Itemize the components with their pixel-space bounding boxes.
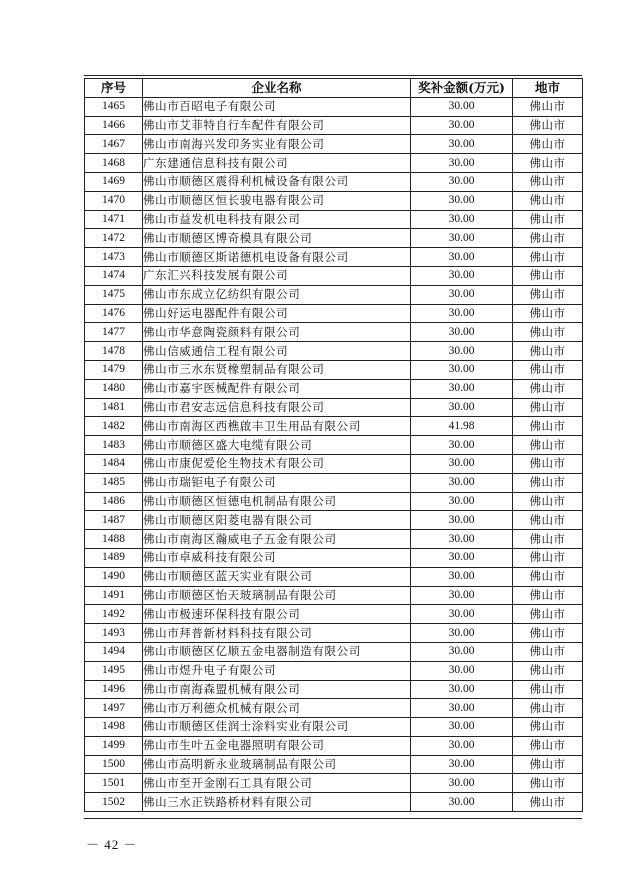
header-company-name: 企业名称	[143, 79, 411, 98]
row-seq: 1467	[85, 135, 143, 154]
row-seq: 1465	[85, 97, 143, 116]
table-row	[85, 210, 583, 229]
subsidy-amount: 30.00	[411, 436, 513, 455]
subsidy-amount: 30.00	[411, 266, 513, 285]
subsidy-amount: 30.00	[411, 718, 513, 737]
city: 佛山市	[513, 793, 583, 812]
table-row	[85, 774, 583, 793]
page-number: － 42 －	[86, 837, 138, 852]
row-seq: 1483	[85, 436, 143, 455]
row-seq: 1481	[85, 398, 143, 417]
table-row	[85, 436, 583, 455]
company-name: 佛山市瑞钜电子有限公司	[143, 473, 411, 492]
subsidy-amount: 30.00	[411, 379, 513, 398]
company-name: 佛山市至开金刚石工具有限公司	[143, 774, 411, 793]
table-row	[85, 342, 583, 361]
row-seq: 1491	[85, 586, 143, 605]
city: 佛山市	[513, 530, 583, 549]
top-rule	[84, 75, 582, 76]
city: 佛山市	[513, 605, 583, 624]
company-name: 佛山市东成立亿纺织有限公司	[143, 285, 411, 304]
row-seq: 1490	[85, 567, 143, 586]
company-name: 佛山市嘉宇医械配件有限公司	[143, 379, 411, 398]
table-row	[85, 172, 583, 191]
table-row	[85, 624, 583, 643]
row-seq: 1499	[85, 736, 143, 755]
row-seq: 1473	[85, 248, 143, 267]
subsidy-amount: 30.00	[411, 567, 513, 586]
city: 佛山市	[513, 436, 583, 455]
company-name: 广东汇兴科技发展有限公司	[143, 266, 411, 285]
company-name: 佛山市煜升电子有限公司	[143, 661, 411, 680]
subsidy-amount: 30.00	[411, 624, 513, 643]
subsidy-amount: 30.00	[411, 699, 513, 718]
table-row	[85, 473, 583, 492]
company-name: 佛山市生叶五金电器照明有限公司	[143, 736, 411, 755]
city: 佛山市	[513, 718, 583, 737]
city: 佛山市	[513, 323, 583, 342]
table-row	[85, 793, 583, 812]
row-seq: 1488	[85, 530, 143, 549]
row-seq: 1468	[85, 154, 143, 173]
company-name: 佛山市南海区西樵啟丰卫生用品有限公司	[143, 417, 411, 436]
row-seq: 1482	[85, 417, 143, 436]
city: 佛山市	[513, 210, 583, 229]
company-name: 佛山市顺德区怡天玻璃制品有限公司	[143, 586, 411, 605]
city: 佛山市	[513, 454, 583, 473]
subsidy-amount: 30.00	[411, 511, 513, 530]
subsidy-amount: 30.00	[411, 586, 513, 605]
company-name: 广东建通信息科技有限公司	[143, 154, 411, 173]
table-body	[85, 97, 583, 811]
subsidy-amount: 30.00	[411, 642, 513, 661]
city: 佛山市	[513, 135, 583, 154]
table-row	[85, 718, 583, 737]
table-row	[85, 266, 583, 285]
row-seq: 1493	[85, 624, 143, 643]
row-seq: 1475	[85, 285, 143, 304]
city: 佛山市	[513, 97, 583, 116]
row-seq: 1495	[85, 661, 143, 680]
table-row	[85, 360, 583, 379]
subsidy-amount: 30.00	[411, 605, 513, 624]
city: 佛山市	[513, 736, 583, 755]
row-seq: 1466	[85, 116, 143, 135]
row-seq: 1492	[85, 605, 143, 624]
row-seq: 1497	[85, 699, 143, 718]
table-row	[85, 661, 583, 680]
table-row	[85, 586, 583, 605]
company-name: 佛山市君安志远信息科技有限公司	[143, 398, 411, 417]
city: 佛山市	[513, 586, 583, 605]
city: 佛山市	[513, 342, 583, 361]
company-name: 佛山市华意陶瓷颜料有限公司	[143, 323, 411, 342]
city: 佛山市	[513, 699, 583, 718]
subsidy-amount: 30.00	[411, 191, 513, 210]
subsidy-amount: 30.00	[411, 304, 513, 323]
city: 佛山市	[513, 172, 583, 191]
subsidy-amount: 30.00	[411, 680, 513, 699]
table-row	[85, 548, 583, 567]
row-seq: 1489	[85, 548, 143, 567]
subsidy-amount: 30.00	[411, 248, 513, 267]
city: 佛山市	[513, 473, 583, 492]
company-name: 佛山市顺德区阳菱电器有限公司	[143, 511, 411, 530]
company-name: 佛山市南海兴发印务实业有限公司	[143, 135, 411, 154]
table-row	[85, 605, 583, 624]
subsidy-amount: 30.00	[411, 398, 513, 417]
table-row	[85, 285, 583, 304]
company-name: 佛山市百昭电子有限公司	[143, 97, 411, 116]
city: 佛山市	[513, 116, 583, 135]
subsidy-amount: 30.00	[411, 135, 513, 154]
table-row	[85, 248, 583, 267]
company-name: 佛山市艾菲特自行车配件有限公司	[143, 116, 411, 135]
subsidy-amount: 30.00	[411, 210, 513, 229]
row-seq: 1501	[85, 774, 143, 793]
row-seq: 1484	[85, 454, 143, 473]
company-name: 佛山市顺德区亿顺五金电器制造有限公司	[143, 642, 411, 661]
row-seq: 1494	[85, 642, 143, 661]
row-seq: 1502	[85, 793, 143, 812]
company-name: 佛山市顺德区斯诺德机电设备有限公司	[143, 248, 411, 267]
company-name: 佛山市顺德区震得利机械设备有限公司	[143, 172, 411, 191]
subsidy-amount: 30.00	[411, 342, 513, 361]
subsidy-amount: 30.00	[411, 323, 513, 342]
company-name: 佛山市卓威科技有限公司	[143, 548, 411, 567]
table-row	[85, 755, 583, 774]
city: 佛山市	[513, 360, 583, 379]
row-seq: 1469	[85, 172, 143, 191]
row-seq: 1478	[85, 342, 143, 361]
company-name: 佛山市顺德区蓝天实业有限公司	[143, 567, 411, 586]
company-name: 佛山市三水东贤橡塑制品有限公司	[143, 360, 411, 379]
row-seq: 1480	[85, 379, 143, 398]
company-name: 佛山市南海区瀚威电子五金有限公司	[143, 530, 411, 549]
table-row	[85, 699, 583, 718]
table-row	[85, 323, 583, 342]
subsidy-amount: 30.00	[411, 172, 513, 191]
city: 佛山市	[513, 492, 583, 511]
table-row	[85, 530, 583, 549]
subsidy-amount: 30.00	[411, 473, 513, 492]
city: 佛山市	[513, 511, 583, 530]
subsidy-amount: 30.00	[411, 285, 513, 304]
row-seq: 1487	[85, 511, 143, 530]
company-name: 佛山市康伲爱伦生物技术有限公司	[143, 454, 411, 473]
company-name: 佛山市极速环保科技有限公司	[143, 605, 411, 624]
table-row	[85, 511, 583, 530]
subsidy-amount: 30.00	[411, 154, 513, 173]
company-name: 佛山市万利德众机械有限公司	[143, 699, 411, 718]
city: 佛山市	[513, 567, 583, 586]
city: 佛山市	[513, 229, 583, 248]
table-row	[85, 642, 583, 661]
subsidy-amount: 30.00	[411, 661, 513, 680]
subsidy-amount: 30.00	[411, 492, 513, 511]
table-row	[85, 417, 583, 436]
row-seq: 1477	[85, 323, 143, 342]
city: 佛山市	[513, 661, 583, 680]
subsidy-amount: 30.00	[411, 548, 513, 567]
company-name: 佛山市益发机电科技有限公司	[143, 210, 411, 229]
row-seq: 1471	[85, 210, 143, 229]
subsidy-amount: 30.00	[411, 793, 513, 812]
city: 佛山市	[513, 417, 583, 436]
city: 佛山市	[513, 285, 583, 304]
subsidy-amount: 30.00	[411, 736, 513, 755]
table-row	[85, 736, 583, 755]
city: 佛山市	[513, 379, 583, 398]
company-name: 佛山市南海森盟机械有限公司	[143, 680, 411, 699]
table-row	[85, 567, 583, 586]
city: 佛山市	[513, 755, 583, 774]
company-name: 佛山市顺德区盛大电缆有限公司	[143, 436, 411, 455]
company-name: 佛山好运电器配件有限公司	[143, 304, 411, 323]
company-name: 佛山三水正铁路桥材料有限公司	[143, 793, 411, 812]
row-seq: 1500	[85, 755, 143, 774]
subsidy-amount: 30.00	[411, 229, 513, 248]
bottom-rule	[84, 818, 582, 819]
subsidy-amount: 30.00	[411, 755, 513, 774]
row-seq: 1472	[85, 229, 143, 248]
table-row	[85, 116, 583, 135]
company-name: 佛山市顺德区博奇模具有限公司	[143, 229, 411, 248]
company-name: 佛山市顺德区佳润士涂料实业有限公司	[143, 718, 411, 737]
table-row	[85, 135, 583, 154]
table-row	[85, 97, 583, 116]
city: 佛山市	[513, 304, 583, 323]
table-row	[85, 379, 583, 398]
company-name: 佛山市顺德区恒德电机制品有限公司	[143, 492, 411, 511]
city: 佛山市	[513, 774, 583, 793]
header-seq: 序号	[85, 79, 143, 98]
row-seq: 1496	[85, 680, 143, 699]
city: 佛山市	[513, 154, 583, 173]
row-seq: 1479	[85, 360, 143, 379]
table-header-row	[85, 79, 583, 98]
subsidy-amount: 30.00	[411, 530, 513, 549]
city: 佛山市	[513, 548, 583, 567]
city: 佛山市	[513, 642, 583, 661]
header-subsidy-amount: 奖补金额(万元)	[411, 79, 513, 98]
row-seq: 1485	[85, 473, 143, 492]
company-name: 佛山市顺德区恒长骏电器有限公司	[143, 191, 411, 210]
company-name: 佛山市拜普新材料科技有限公司	[143, 624, 411, 643]
row-seq: 1474	[85, 266, 143, 285]
row-seq: 1476	[85, 304, 143, 323]
table-row	[85, 191, 583, 210]
city: 佛山市	[513, 266, 583, 285]
subsidy-amount: 30.00	[411, 360, 513, 379]
row-seq: 1498	[85, 718, 143, 737]
company-name: 佛山信威通信工程有限公司	[143, 342, 411, 361]
company-name: 佛山市高明新永业玻璃制品有限公司	[143, 755, 411, 774]
city: 佛山市	[513, 191, 583, 210]
header-city: 地市	[513, 79, 583, 98]
city: 佛山市	[513, 624, 583, 643]
row-seq: 1470	[85, 191, 143, 210]
table-row	[85, 492, 583, 511]
subsidy-amount: 30.00	[411, 774, 513, 793]
table-row	[85, 454, 583, 473]
city: 佛山市	[513, 398, 583, 417]
table-row	[85, 680, 583, 699]
subsidy-amount: 41.98	[411, 417, 513, 436]
city: 佛山市	[513, 680, 583, 699]
table-row	[85, 304, 583, 323]
subsidy-amount: 30.00	[411, 97, 513, 116]
table-row	[85, 154, 583, 173]
subsidy-amount: 30.00	[411, 116, 513, 135]
table-row	[85, 229, 583, 248]
subsidy-amount: 30.00	[411, 454, 513, 473]
subsidy-table	[84, 78, 583, 812]
row-seq: 1486	[85, 492, 143, 511]
city: 佛山市	[513, 248, 583, 267]
table-row	[85, 398, 583, 417]
